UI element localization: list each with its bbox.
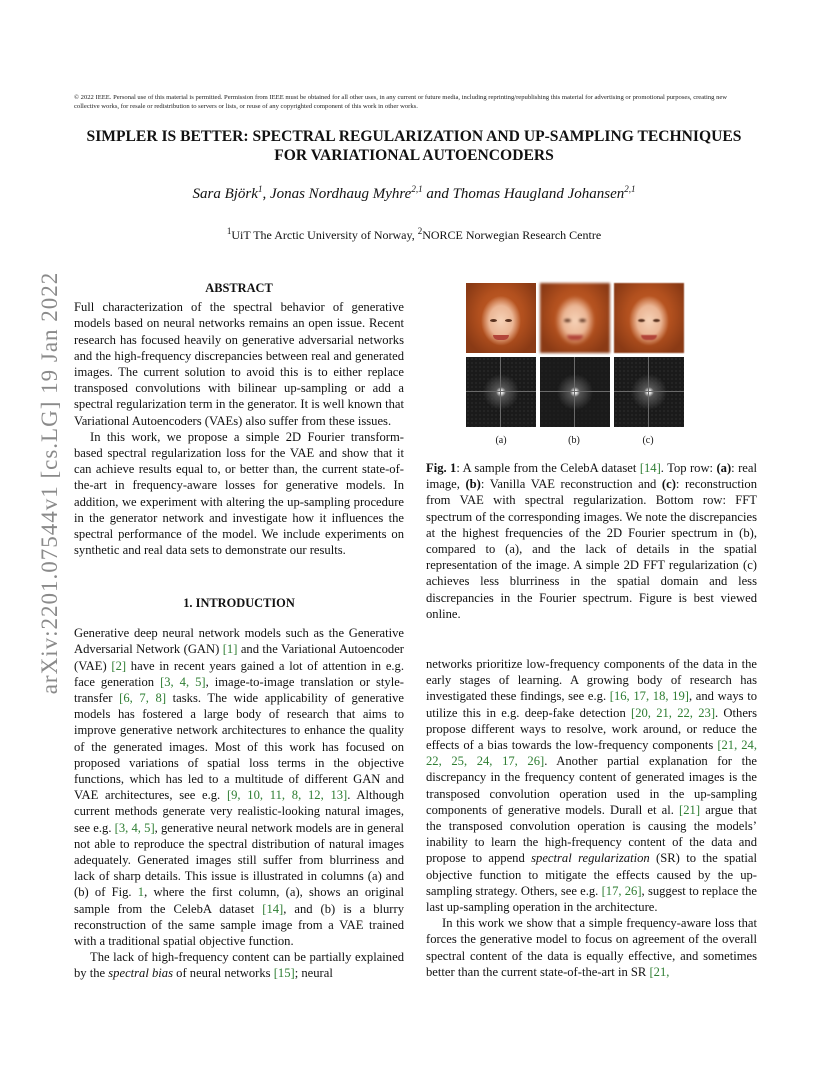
citation-link[interactable]: [16, 17, 18, 19]	[609, 689, 689, 704]
figure-link[interactable]: 1	[137, 885, 145, 900]
abstract-section	[74, 280, 404, 558]
author-conjunction: and	[426, 186, 449, 202]
citation-link[interactable]: [2]	[111, 658, 127, 673]
sr-reconstruction-image	[614, 283, 684, 353]
figure-1-image-grid	[466, 283, 684, 433]
intro-paragraph-2: The lack of high-frequency content can be partially explained by the spectral bias of neural networks [15]; neural	[74, 950, 404, 981]
citation-link[interactable]: [17, 26]	[601, 883, 642, 898]
vae-reconstruction-image	[540, 283, 610, 353]
abstract-paragraph-1: Full characterization of the spectral behavior of generative models based on neural networks remains an open issue. Recent research has focused heavily on generative adversarial networks and the high-frequency discrepancies between real and generated images. The current solution to avoid this is to either replace transposed convolutions with bilinear up-sampling or add a spectral regularization term in the generator. It is well known that Variational Autoencoders (VAEs) also suffer from these issues.	[74, 300, 404, 428]
figure-label-a: (a)	[495, 435, 507, 446]
figure-1-caption: Fig. 1: A sample from the CelebA dataset [14]. Top row: (a): real image, (b): Vanilla VAE reconstruction and (c): reconstruction from VAE with spectral regularization. Bottom row: FFT spectrum of the corresponding images. We note the discrepancies at the highest frequencies of the 2D Fourier spectrum in (b), compared to (a), and the lack of details in the spatial representation of the image. A simple 2D FFT regularization (c) achieves less blurriness in the spatial domain and less discrepancies in the Fourier spectrum. Figure is best viewed online.	[426, 461, 757, 621]
abstract-heading: ABSTRACT	[205, 281, 273, 295]
real-fft-spectrum	[466, 357, 536, 427]
affil-2-marker: 2	[417, 226, 423, 236]
right-paragraph-2: In this work we show that a simple frequency-aware loss that forces the generative model to focus on agreement of the overall spectral content of the data is equally effective, and sometimes better than the current state-of-the-art in SR [21,	[426, 916, 757, 979]
figure-label-c: (c)	[642, 435, 654, 446]
affil-2: NORCE Norwegian Research Centre	[422, 228, 602, 242]
arxiv-stamp-text: arXiv:2201.07544v1 [cs.LG] 19 Jan 2022	[37, 271, 62, 695]
sr-fft-spectrum	[614, 357, 684, 427]
citation-link[interactable]: [1]	[222, 642, 238, 657]
citation-link[interactable]: [14]	[262, 901, 284, 916]
citation-link[interactable]: [9, 10, 11, 8, 12, 13]	[226, 788, 348, 803]
real-image	[466, 283, 536, 353]
citation-link[interactable]: [14]	[639, 461, 661, 475]
figure-label-b: (b)	[568, 435, 580, 446]
right-paragraph-1: networks prioritize low-frequency components of the data in the early stages of learning. A growing body of research has investigated these findings, see e.g. [16, 17, 18, 19], and ways to utilize this in e.g. deep-fake detection [20, 21, 22, 23]. Others propose different ways to resolve, work around, or reduce the effects of a bias towards the low-frequency components [21, 24, 22, 25, 24, 17, 26]. Another partial explanation for the discrepancy in the frequency content of generated images is the transposed convolution operation used in the up-sampling components of generative models. Durall et al. [21] argue that the transposed convolution operation is causing the models’ inability to learn the high-frequency content of the data and propose to append spectral regularization (SR) to the spatial objective function to mitigate the effects caused by the up-sampling strategy. Others, see e.g. [17, 26], suggest to replace the last up-sampling operation in the architecture.	[426, 657, 758, 915]
vae-fft-spectrum	[540, 357, 610, 427]
affil-1-marker: 1	[226, 226, 232, 236]
author-2-affil: 2,1	[411, 184, 423, 194]
abstract-paragraph-2: In this work, we propose a simple 2D Fourier transform-based spectral regularization loss for the VAE and show that it can achieve results equal to, or better than, the current state-of-the-art in frequency-aware losses for generative models. In addition, we experiment with altering the up-sampling procedure in the generator network and investigate how it influences the spectral performance of the model. We include experiments on synthetic and real data sets to demonstrate our results.	[74, 429, 404, 558]
author-3-affil: 2,1	[624, 184, 636, 194]
citation-link[interactable]: [21, 24, 22, 25, 24, 17, 26]	[426, 738, 757, 769]
author-3: Thomas Haugland Johansen	[452, 186, 625, 202]
citation-link[interactable]: [21,	[649, 964, 670, 979]
title-line-2: FOR VARIATIONAL AUTOENCODERS	[274, 147, 554, 164]
introduction-section	[74, 595, 404, 982]
title-line-1: SIMPLER IS BETTER: SPECTRAL REGULARIZATION AND UP-SAMPLING TECHNIQUES	[86, 128, 742, 145]
citation-link[interactable]: [15]	[273, 966, 295, 981]
copyright-notice: © 2022 IEEE. Personal use of this material is permitted. Permission from IEEE must be obtained for all other uses, in any current or future media, including reprinting/republishing this material for advertising or promotional purposes, creating new collective works, for resale or redistribution to servers or lists, or reuse of any copyrighted component of this work in other works.	[74, 94, 728, 110]
author-2: Jonas Nordhaug Myhre	[269, 186, 412, 202]
intro-paragraph-1: Generative deep neural network models such as the Generative Adversarial Network (GAN) [1] and the Variational Autoencoder (VAE) [2] have in recent years gained a lot of attention in e.g. face generation [3, 4, 5], image-to-image translation or style-transfer [6, 7, 8] tasks. The wide applicability of generative models has fostered a large body of research that aims to improve generative network architectures to enhance the quality of the generated images. Most of this work has focused on proposed variations of spatial loss terms in the objective functions, which has led to a multitude of different GAN and VAE architectures, see e.g. [9, 10, 11, 8, 12, 13]. Although current methods generate very realistic-looking natural images, see e.g. [3, 4, 5], generative neural network models are in general not able to reproduce the spectral distribution of natural images adequately. Generated images still suffer from blurriness and lack of sharp details. This issue is illustrated in columns (a) and (b) of Fig. 1, where the first column, (a), shows an original sample from the CelebA dataset [14], and (b) is a blurry reconstruction of the same sample image from a VAE trained with a traditional spatial objective function.	[74, 626, 405, 949]
author-1: Sara Björk	[192, 186, 258, 202]
introduction-heading: 1. INTRODUCTION	[183, 596, 295, 610]
right-column-text	[426, 656, 757, 980]
author-list: Sara Björk$^1$, Jonas Nordhaug Myhre$^{2,1}$ and Thomas Haugland Johansen$^{2,1}$	[192, 184, 636, 202]
paper-title	[40, 127, 788, 165]
citation-link[interactable]: [21]	[679, 802, 701, 817]
affiliations	[40, 228, 788, 243]
citation-link[interactable]: [3, 4, 5]	[160, 674, 206, 689]
citation-link[interactable]: [3, 4, 5]	[114, 820, 155, 835]
affil-1: UiT The Arctic University of Norway,	[231, 228, 415, 242]
citation-link[interactable]: [6, 7, 8]	[119, 691, 167, 706]
citation-link[interactable]: [20, 21, 22, 23]	[631, 705, 716, 720]
author-1-affil: 1	[257, 184, 263, 194]
